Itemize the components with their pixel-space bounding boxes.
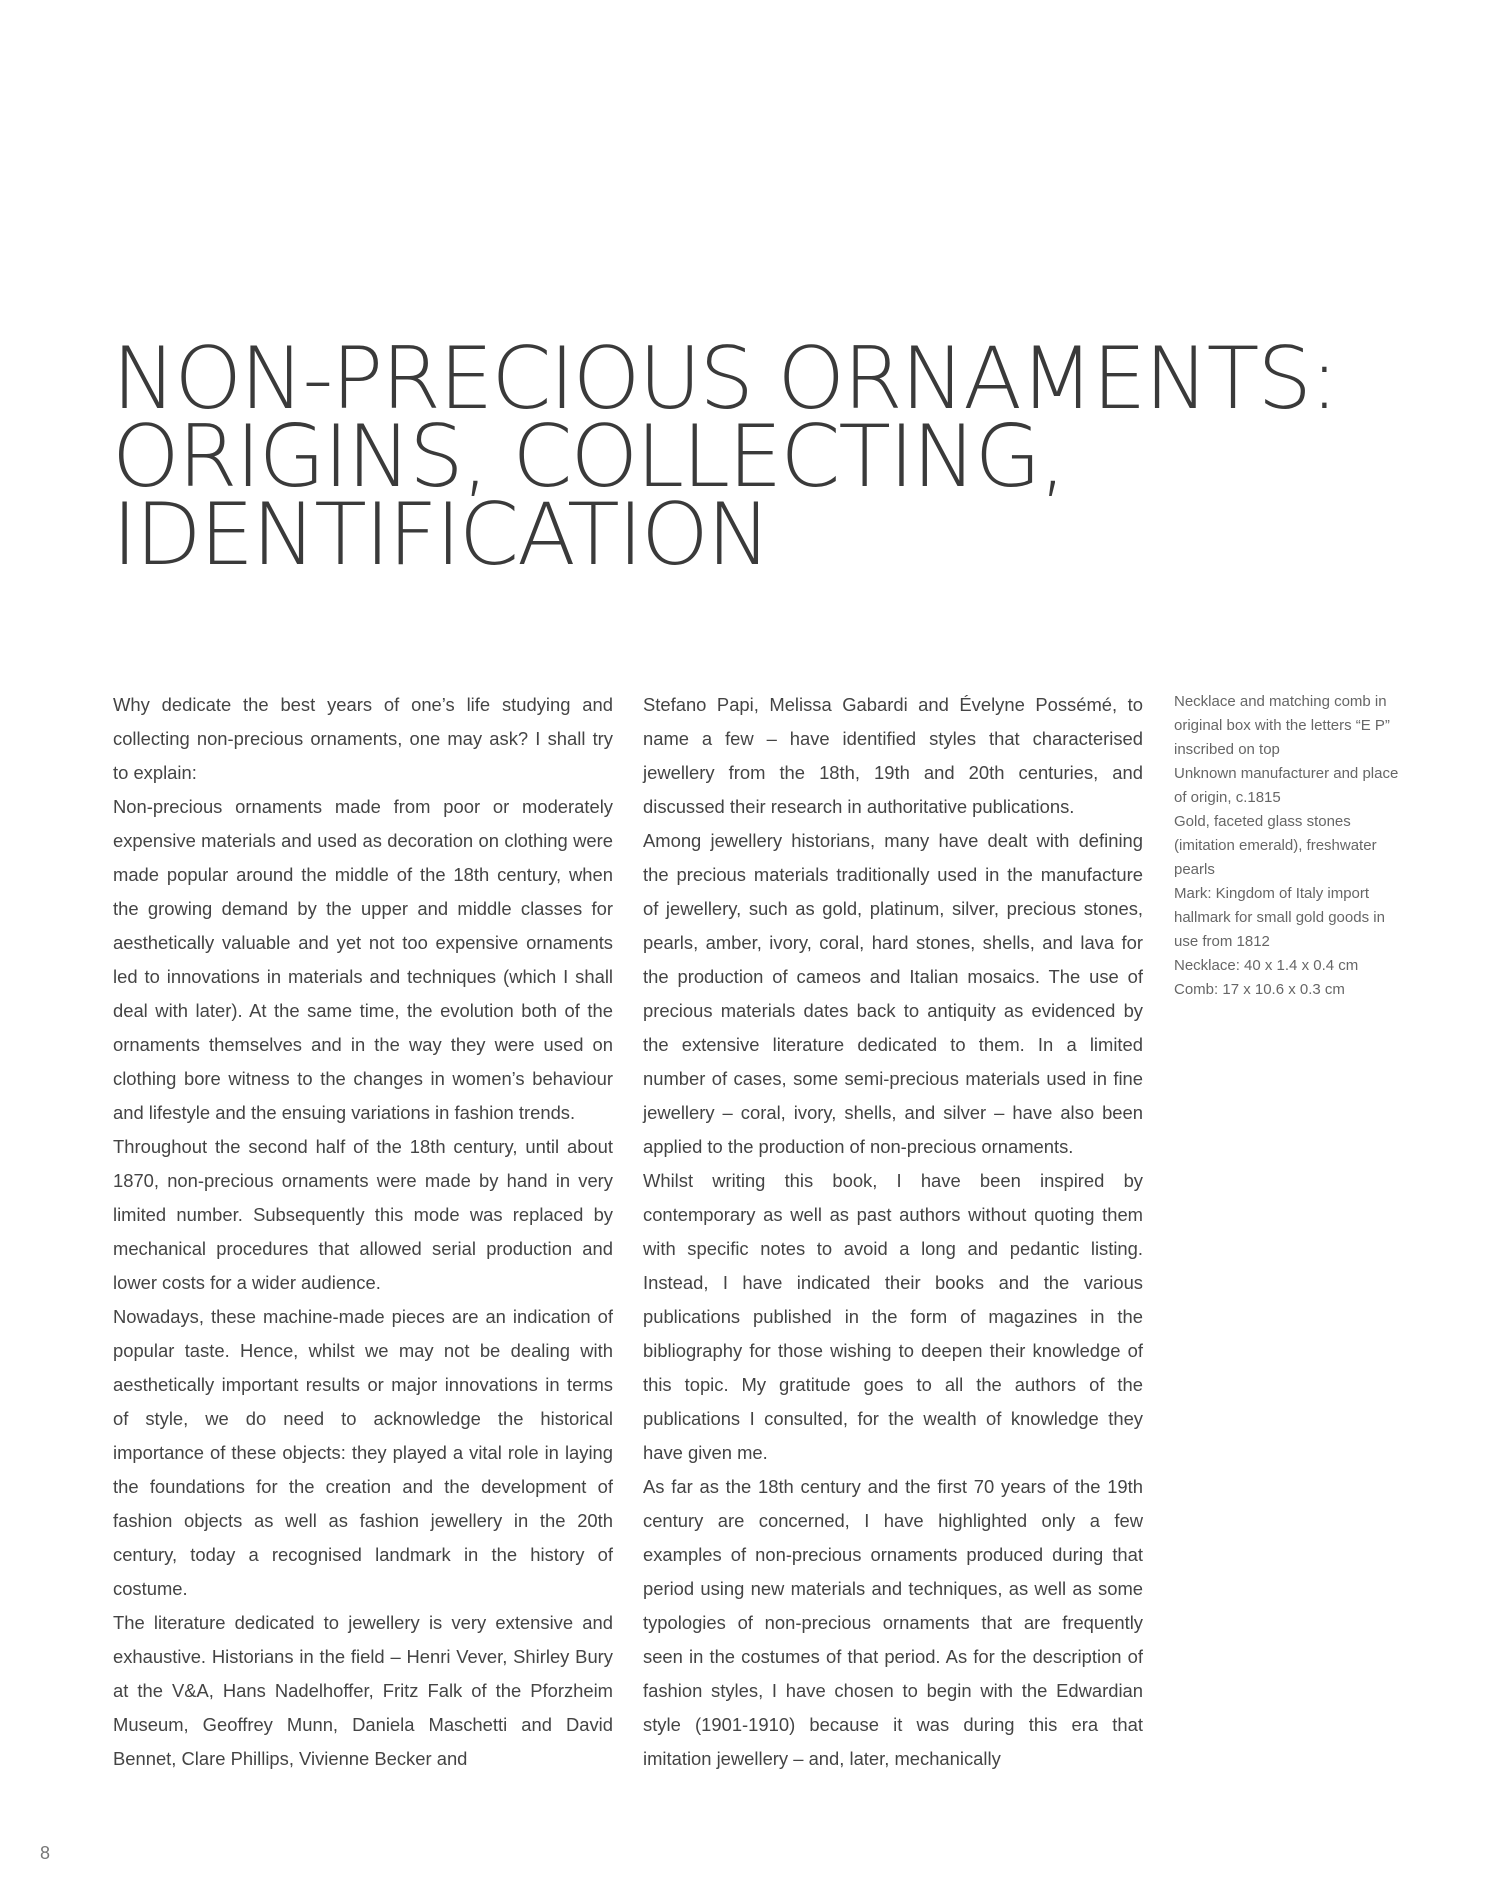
caption-line: Necklace: 40 x 1.4 x 0.4 cm	[1174, 957, 1359, 974]
title-line: ORIGINS, COLLECTING,	[112, 407, 1065, 507]
paragraph: Throughout the second half of the 18th century, until about 1870, non-precious ornaments were made by hand in very limited number. Subsequently this mode was replaced by mechanical procedures that allowed serial production and lower costs for a wider audience.	[113, 1136, 613, 1293]
page-number: 8	[40, 1843, 51, 1863]
title-line: IDENTIFICATION	[112, 485, 770, 585]
image-caption	[1174, 690, 1406, 1002]
paragraph: Stefano Papi, Melissa Gabardi and Évelyne Possémé, to name a few – have identified styles that characterised jewellery from the 18th, 19th and 20th centuries, and discussed their research in authoritative publications.	[643, 694, 1143, 817]
paragraph: Nowadays, these machine-made pieces are an indication of popular taste. Hence, whilst we may not be dealing with aesthetically important results or major innovations in terms of style, we do need to acknowledge the historical importance of these objects: they played a vital role in laying the foundations for the creation and the development of fashion objects as well as fashion jewellery in the 20th century, today a recognised landmark in the history of costume.	[113, 1306, 613, 1599]
title-line: NON-PRECIOUS ORNAMENTS:	[112, 329, 1337, 429]
paragraph: As far as the 18th century and the first 70 years of the 19th century are concerned, I have highlighted only a few examples of non-precious ornaments produced during that period using new materials and techniques, as well as some typologies of non-precious ornaments that are frequently seen in the costumes of that period. As for the description of fashion styles, I have chosen to begin with the Edwardian style (1901-1910) because it was during this era that imitation jewellery – and, later, mechanically	[643, 1476, 1143, 1769]
paragraph: Among jewellery historians, many have dealt with defining the precious materials traditionally used in the manufacture of jewellery, such as gold, platinum, silver, precious stones, pearls, amber, ivory, coral, hard stones, shells, and lava for the production of cameos and Italian mosaics. The use of precious materials dates back to antiquity as evidenced by the extensive literature dedicated to them. In a limited number of cases, some semi-precious materials used in fine jewellery – coral, ivory, shells, and silver – have also been applied to the production of non-precious ornaments.	[643, 830, 1143, 1157]
caption-line: Comb: 17 x 10.6 x 0.3 cm	[1174, 981, 1345, 998]
paragraph: Non-precious ornaments made from poor or moderately expensive materials and used as decoration on clothing were made popular around the middle of the 18th century, when the growing demand by the upper and middle classes for aesthetically valuable and yet not too expensive ornaments led to innovations in materials and techniques (which I shall deal with later). At the same time, the evolution both of the ornaments themselves and in the way they were used on clothing bore witness to the changes in women’s behaviour and lifestyle and the ensuing variations in fashion trends.	[113, 796, 613, 1123]
paragraph: Why dedicate the best years of one’s life studying and collecting non-precious ornaments, one may ask? I shall try to explain:	[113, 694, 613, 783]
text-column-left	[113, 688, 613, 1776]
text-column-right	[643, 688, 1143, 1776]
page-title	[112, 329, 1337, 585]
paragraph: The literature dedicated to jewellery is very extensive and exhaustive. Historians in the field – Henri Vever, Shirley Bury at the V&A, Hans Nadelhoffer, Fritz Falk of the Pforzheim Museum, Geoffrey Munn, Daniela Maschetti and David Bennet, Clare Phillips, Vivienne Becker and	[113, 1612, 613, 1769]
caption-line: Unknown manufacturer and place of origin, c.1815	[1174, 765, 1399, 806]
caption-line: Gold, faceted glass stones (imitation emerald), freshwater pearls	[1174, 813, 1377, 878]
paragraph: Whilst writing this book, I have been inspired by contemporary as well as past authors without quoting them with specific notes to avoid a long and pedantic listing. Instead, I have indicated their books and the various publications published in the form of magazines in the bibliography for those wishing to deepen their knowledge of this topic. My gratitude goes to all the authors of the publications I consulted, for the wealth of knowledge they have given me.	[643, 1170, 1143, 1463]
caption-line: Necklace and matching comb in original box with the letters “E P” inscribed on top	[1174, 693, 1390, 758]
caption-line: Mark: Kingdom of Italy import hallmark for small gold goods in use from 1812	[1174, 885, 1385, 950]
